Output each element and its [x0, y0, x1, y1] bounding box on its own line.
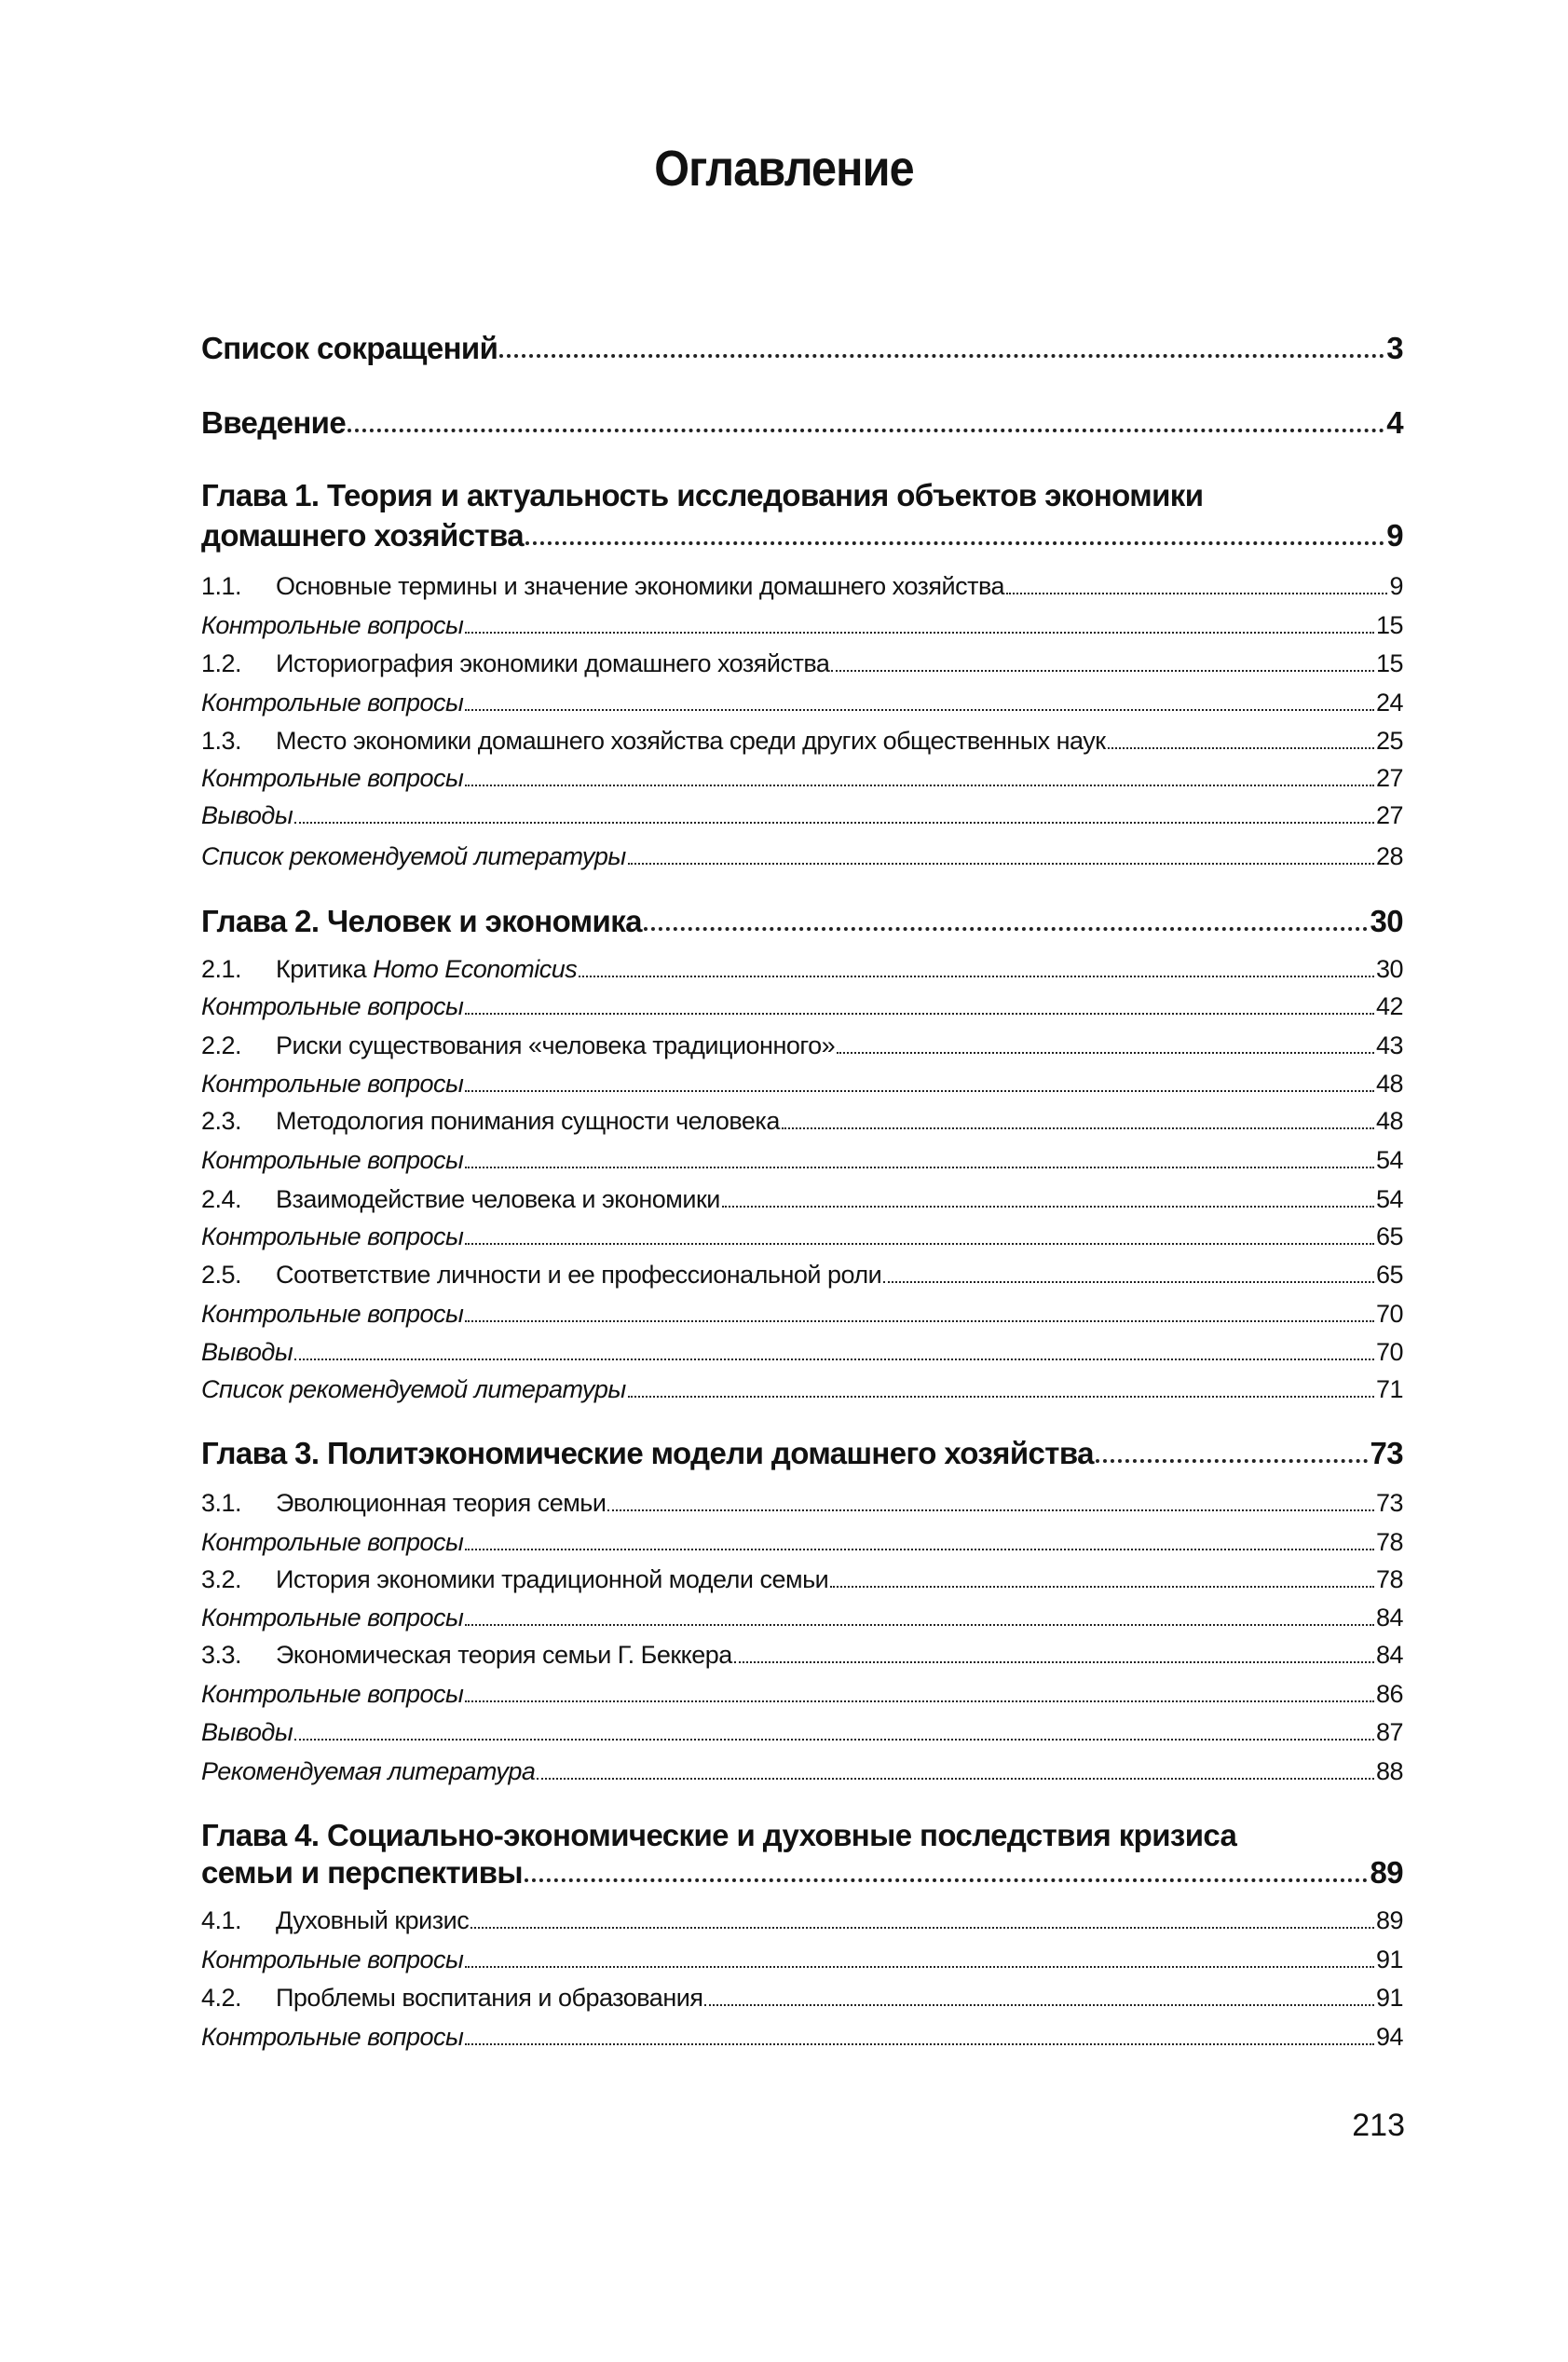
toc-section-entry[interactable]	[201, 1107, 1403, 1136]
entry-page: 89	[1370, 1855, 1403, 1890]
section-title: Список рекомендуемой литературы	[201, 1375, 626, 1403]
entry-page: 78	[1375, 1565, 1403, 1593]
dot-leader	[722, 1206, 1374, 1208]
entry-label	[201, 1906, 469, 1935]
entry-page: 70	[1375, 1300, 1403, 1328]
toc-section-entry[interactable]	[201, 649, 1403, 678]
entry-label	[201, 1222, 463, 1251]
toc-subentry[interactable]	[201, 689, 1403, 717]
toc-section-entry[interactable]	[201, 572, 1403, 601]
entry-label	[201, 1946, 463, 1974]
entry-page: 15	[1375, 649, 1403, 677]
section-number: 3.3.	[201, 1641, 242, 1669]
section-title: Список рекомендуемой литературы	[201, 842, 626, 870]
dot-leader	[465, 785, 1374, 786]
dot-leader	[465, 1167, 1374, 1168]
entry-page: 48	[1375, 1107, 1403, 1135]
toc-subentry[interactable]	[201, 992, 1403, 1021]
toc-section-entry[interactable]	[201, 1984, 1403, 2013]
entry-page: 42	[1375, 992, 1403, 1020]
dot-leader	[465, 1624, 1374, 1626]
toc-subentry[interactable]	[201, 842, 1403, 871]
section-number: 2.2.	[201, 1031, 242, 1059]
dot-leader	[644, 927, 1369, 931]
dot-leader	[579, 976, 1374, 977]
section-title: Контрольные вопросы	[201, 689, 464, 717]
entry-page: 91	[1375, 1946, 1403, 1973]
entry-page: 84	[1375, 1604, 1403, 1632]
entry-label: семьи и перспективы	[201, 1855, 523, 1890]
toc-entry-introduction[interactable]	[201, 405, 1403, 441]
entry-label	[201, 649, 829, 678]
entry-label	[201, 764, 463, 793]
entry-page: 54	[1375, 1185, 1403, 1213]
section-number: 4.1.	[201, 1906, 242, 1934]
section-title: Критика	[276, 955, 374, 983]
section-title: Контрольные вопросы	[201, 2023, 464, 2051]
entry-label	[201, 1375, 626, 1404]
dot-leader	[348, 429, 1384, 432]
toc-section-entry[interactable]	[201, 1261, 1403, 1290]
entry-label: домашнего хозяйства	[201, 518, 524, 553]
toc-subentry[interactable]	[201, 801, 1403, 830]
chapter-3-heading[interactable]	[201, 1436, 1403, 1471]
section-title: Контрольные вопросы	[201, 764, 464, 792]
entry-page: 24	[1375, 689, 1403, 717]
entry-label: Список сокращений	[201, 331, 498, 365]
dot-leader	[294, 1739, 1374, 1741]
entry-page: 54	[1375, 1146, 1403, 1174]
section-title: Эволюционная теория семьи	[276, 1489, 607, 1517]
section-title: Выводы	[201, 1338, 293, 1366]
toc-subentry[interactable]	[201, 1604, 1403, 1632]
section-title: Проблемы воспитания и образования	[276, 1984, 703, 2012]
dot-leader	[628, 863, 1374, 865]
entry-label	[201, 1146, 463, 1175]
toc-subentry[interactable]	[201, 1757, 1403, 1786]
entry-label	[201, 801, 293, 830]
dot-leader	[628, 1396, 1374, 1398]
toc-subentry[interactable]	[201, 1338, 1403, 1367]
chapter-2-heading[interactable]	[201, 904, 1403, 939]
section-title: Контрольные вопросы	[201, 1146, 464, 1174]
section-title: Риски существования «человека традиционного»	[276, 1031, 836, 1059]
entry-label: Глава 3. Политэкономические модели домашнего хозяйства	[201, 1436, 1094, 1470]
section-number: 3.2.	[201, 1565, 242, 1593]
entry-page: 91	[1375, 1984, 1403, 2012]
dot-leader	[465, 632, 1374, 634]
chapter-1-heading-line1[interactable]: Глава 1. Теория и актуальность исследования объектов экономики	[201, 478, 1204, 512]
entry-label	[201, 955, 577, 984]
entry-label	[201, 1641, 732, 1670]
entry-label	[201, 1185, 720, 1214]
section-title: Выводы	[201, 801, 293, 829]
section-title-italic: Homo Economicus	[373, 955, 578, 983]
dot-leader	[465, 1013, 1374, 1015]
section-title: Выводы	[201, 1718, 293, 1746]
section-title: Основные термины и значение экономики домашнего хозяйства	[276, 572, 1005, 600]
page-title: Оглавление	[654, 141, 914, 197]
toc-section-entry[interactable]	[201, 1641, 1403, 1670]
entry-label	[201, 1070, 463, 1099]
section-title: Экономическая теория семьи Г. Беккера	[276, 1641, 732, 1669]
entry-label	[201, 2023, 463, 2052]
section-title: Контрольные вопросы	[201, 1300, 464, 1328]
dot-leader	[294, 822, 1374, 824]
entry-label	[201, 1680, 463, 1709]
section-number: 2.3.	[201, 1107, 242, 1135]
dot-leader	[499, 354, 1384, 358]
section-title: Методология понимания сущности человека	[276, 1107, 780, 1135]
section-title: Контрольные вопросы	[201, 1222, 464, 1250]
entry-page: 25	[1375, 727, 1403, 755]
entry-label: Глава 2. Человек и экономика	[201, 904, 642, 938]
entry-page: 48	[1375, 1070, 1403, 1098]
section-title: Контрольные вопросы	[201, 992, 464, 1020]
chapter-1-heading[interactable]	[201, 518, 1403, 553]
toc-subentry[interactable]	[201, 764, 1403, 793]
section-title: Соответствие личности и ее профессиональной роли	[276, 1261, 882, 1289]
entry-label	[201, 1565, 828, 1594]
entry-page: 28	[1375, 842, 1403, 870]
dot-leader	[465, 1243, 1374, 1245]
toc-section-entry[interactable]	[201, 727, 1403, 756]
entry-label	[201, 842, 626, 871]
entry-label: Введение	[201, 405, 347, 440]
entry-page: 73	[1375, 1489, 1403, 1517]
toc-subentry[interactable]	[201, 1946, 1403, 1974]
entry-page: 71	[1375, 1375, 1403, 1403]
entry-label	[201, 1300, 463, 1329]
section-title: Контрольные вопросы	[201, 1946, 464, 1973]
section-title: Контрольные вопросы	[201, 1680, 464, 1708]
dot-leader	[465, 1700, 1374, 1702]
section-number: 2.5.	[201, 1261, 242, 1289]
entry-label	[201, 1107, 780, 1136]
entry-page: 30	[1375, 955, 1403, 983]
section-title: Взаимодействие человека и экономики	[276, 1185, 720, 1213]
toc-subentry[interactable]	[201, 1718, 1403, 1747]
toc-subentry[interactable]	[201, 1375, 1403, 1404]
toc-section-entry[interactable]	[201, 1185, 1403, 1214]
section-number: 2.1.	[201, 955, 242, 983]
section-title: Контрольные вопросы	[201, 611, 464, 639]
section-title: Духовный кризис	[276, 1906, 470, 1934]
dot-leader	[1006, 593, 1387, 594]
entry-page: 78	[1375, 1528, 1403, 1556]
toc-section-entry[interactable]	[201, 1489, 1403, 1518]
dot-leader	[465, 1320, 1374, 1322]
entry-page: 73	[1370, 1436, 1403, 1470]
toc-section-entry[interactable]	[201, 955, 1403, 984]
section-title: Контрольные вопросы	[201, 1070, 464, 1098]
entry-page: 4	[1386, 405, 1403, 440]
entry-page: 65	[1375, 1261, 1403, 1289]
toc-subentry[interactable]	[201, 2023, 1403, 2052]
toc-subentry[interactable]	[201, 1222, 1403, 1251]
dot-leader	[830, 1586, 1374, 1588]
section-title: Историография экономики домашнего хозяйства	[276, 649, 830, 677]
entry-page: 94	[1375, 2023, 1403, 2051]
toc-subentry[interactable]	[201, 1680, 1403, 1709]
dot-leader	[465, 1090, 1374, 1092]
entry-label	[201, 992, 463, 1021]
section-title: Рекомендуемая литература	[201, 1757, 536, 1785]
entry-label	[201, 611, 463, 640]
dot-leader	[294, 1358, 1374, 1360]
dot-leader	[704, 2004, 1374, 2006]
dot-leader	[607, 1509, 1374, 1511]
dot-leader	[1096, 1459, 1369, 1463]
entry-page: 89	[1375, 1906, 1403, 1934]
toc-subentry[interactable]	[201, 1300, 1403, 1329]
section-number: 1.2.	[201, 649, 242, 677]
entry-page: 65	[1375, 1222, 1403, 1250]
entry-label	[201, 1489, 606, 1518]
toc-section-entry[interactable]	[201, 1906, 1403, 1935]
chapter-4-heading[interactable]	[201, 1855, 1403, 1891]
entry-page: 88	[1375, 1757, 1403, 1785]
entry-label	[201, 1261, 881, 1290]
entry-label	[201, 1984, 702, 2013]
toc-subentry[interactable]	[201, 1070, 1403, 1099]
entry-label	[201, 689, 463, 717]
section-title: История экономики традиционной модели семьи	[276, 1565, 829, 1593]
toc-subentry[interactable]	[201, 1146, 1403, 1175]
dot-leader	[525, 541, 1384, 545]
entry-page: 9	[1389, 572, 1403, 600]
entry-label	[201, 1757, 535, 1786]
dot-leader	[537, 1778, 1374, 1780]
dot-leader	[465, 1966, 1374, 1968]
dot-leader	[465, 709, 1374, 711]
section-number: 3.1.	[201, 1489, 242, 1517]
entry-page: 43	[1375, 1031, 1403, 1059]
toc-subentry[interactable]	[201, 1528, 1403, 1557]
section-number: 4.2.	[201, 1984, 242, 2012]
dot-leader	[883, 1281, 1374, 1283]
entry-page: 9	[1386, 518, 1403, 553]
entry-page: 27	[1375, 764, 1403, 792]
toc-entry-abbreviations[interactable]	[201, 331, 1403, 366]
section-title: Контрольные вопросы	[201, 1528, 464, 1556]
dot-leader	[734, 1661, 1374, 1663]
entry-page: 86	[1375, 1680, 1403, 1708]
dot-leader	[831, 670, 1374, 672]
entry-label	[201, 1604, 463, 1632]
dot-leader	[525, 1878, 1368, 1882]
toc-section-entry[interactable]	[201, 1565, 1403, 1594]
section-number: 1.3.	[201, 727, 242, 755]
section-title: Контрольные вопросы	[201, 1604, 464, 1632]
dot-leader	[465, 2043, 1374, 2045]
section-number: 1.1.	[201, 572, 242, 600]
entry-page: 3	[1386, 331, 1403, 365]
entry-page: 87	[1375, 1718, 1403, 1746]
dot-leader	[782, 1127, 1374, 1129]
entry-page: 70	[1375, 1338, 1403, 1366]
dot-leader	[1108, 747, 1374, 749]
toc-section-entry[interactable]	[201, 1031, 1403, 1060]
entry-page: 30	[1370, 904, 1403, 938]
chapter-4-heading-line1[interactable]: Глава 4. Социально-экономические и духовные последствия кризиса	[201, 1818, 1237, 1852]
section-number: 2.4.	[201, 1185, 242, 1213]
entry-label	[201, 572, 1004, 601]
toc-subentry[interactable]	[201, 611, 1403, 640]
entry-label	[201, 1031, 835, 1060]
entry-label	[201, 1528, 463, 1557]
entry-page: 15	[1375, 611, 1403, 639]
entry-label	[201, 1718, 293, 1747]
dot-leader	[470, 1927, 1374, 1929]
entry-label	[201, 727, 1106, 756]
dot-leader	[465, 1549, 1374, 1550]
dot-leader	[837, 1052, 1374, 1054]
section-title: Место экономики домашнего хозяйства среди других общественных наук	[276, 727, 1106, 755]
entry-page: 84	[1375, 1641, 1403, 1669]
page-number: 213	[1352, 2108, 1405, 2143]
entry-label	[201, 1338, 293, 1367]
entry-page: 27	[1375, 801, 1403, 829]
